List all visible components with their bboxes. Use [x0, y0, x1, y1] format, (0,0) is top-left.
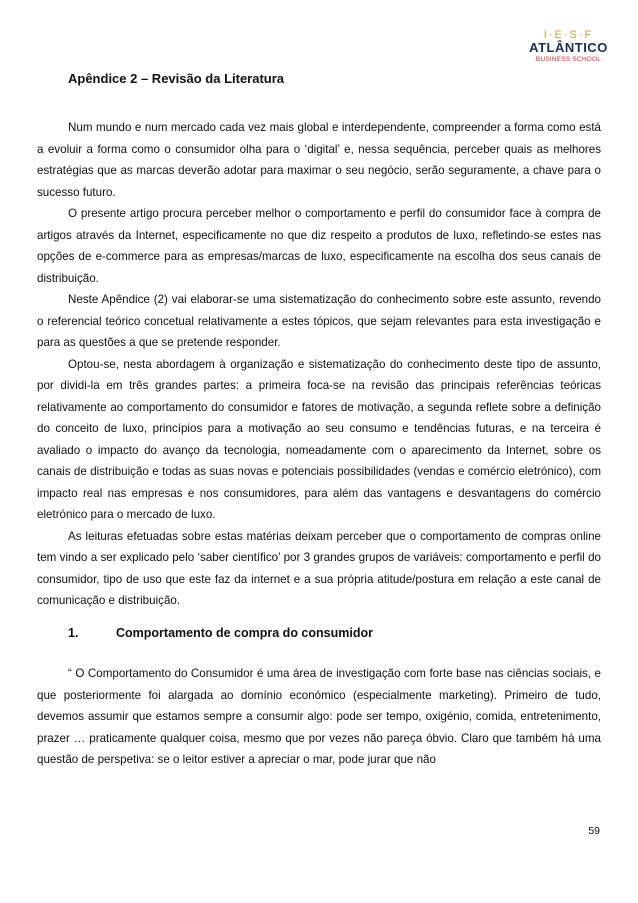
- paragraph: Num mundo e num mercado cada vez mais global e interdependente, compreender a forma como está a evoluir a forma como o consumidor olha para o ‘digital’ e, nessa sequência, perceber quais as melhores estratégias que as marcas deverão adotar para maximar o seu negócio, serão seguramente, a chave para o sucesso futuro.: [37, 121, 601, 199]
- school-logo: [521, 29, 616, 64]
- section-text: [37, 663, 601, 771]
- logo-subtitle: BUSINESS SCHOOL: [535, 56, 602, 63]
- page-title: Apêndice 2 – Revisão da Literatura: [68, 71, 285, 86]
- section-title: Comportamento de compra do consumidor: [116, 626, 373, 640]
- paragraph: Neste Apêndice (2) vai elaborar-se uma sistematização do conhecimento sobre este assunto, revendo o referencial teórico concetual relativamente a estes tópicos, que sejam relevantes para esta investigação e para as questões a que se pretende responder.: [37, 293, 601, 349]
- logo-name: ATLÂNTICO: [529, 40, 608, 55]
- paragraph: “ O Comportamento do Consumidor é uma área de investigação com forte base nas ciências sociais, e que posteriormente foi alargada ao domínio económico (especialmente marketing). Primeiro de tudo, devemos assumir que estamos sempre a consumir algo: pode ser tempo, oxigénio, comida, entretenimento, prazer … praticamente qualquer coisa, mesmo que por vezes não pareça óbvio. Claro que também há uma questão de perspetiva: se o leitor estiver a apreciar o mar, pode jurar que não: [37, 667, 601, 766]
- section-number: 1.: [68, 626, 79, 640]
- paragraph: Optou-se, nesta abordagem à organização e sistematização do conhecimento deste tipo de assunto, por dividi-la em três grandes partes: a primeira foca-se na revisão das principais referências teóricas relativamente ao comportamento do consumidor e fatores de motivação, a segunda reflete sobre a definição do conceito de luxo, princípios para a motivação ao seu consumo e tendências futuras, e na terceira é avaliado o impacto do avanço da tecnologia, nomeadamente com o aparecimento da Internet, sobre os canais de distribuição e todas as suas novas e potenciais possibilidades (vendas e comércio eletrónico), com impacto real nas empresas e nos consumidores, para além das vantagens e desvantagens do comércio eletrónico para o mercado de luxo.: [37, 357, 601, 521]
- intro-text: [37, 117, 601, 612]
- logo-marks: I·E·S·F: [543, 29, 594, 41]
- page-number: 59: [588, 825, 600, 837]
- paragraph: As leituras efetuadas sobre estas matérias deixam perceber que o comportamento de compras online tem vindo a ser explicado pelo ‘saber científico’ por 3 grandes grupos de variáveis: comportamento e perfil do consumidor, tipo de uso que este faz da internet e a sua própria atitude/postura em relação a este canal de comunicação e distribuição.: [37, 529, 601, 607]
- paragraph: O presente artigo procura perceber melhor o comportamento e perfil do consumidor face à compra de artigos através da Internet, especificamente no que diz respeito a produtos de luxo, refletindo-se estes nas opções de e-commerce para as empresas/marcas de luxo, especificamente na escolha dos seus canais de distribuição.: [37, 207, 601, 285]
- section-heading: [68, 626, 373, 640]
